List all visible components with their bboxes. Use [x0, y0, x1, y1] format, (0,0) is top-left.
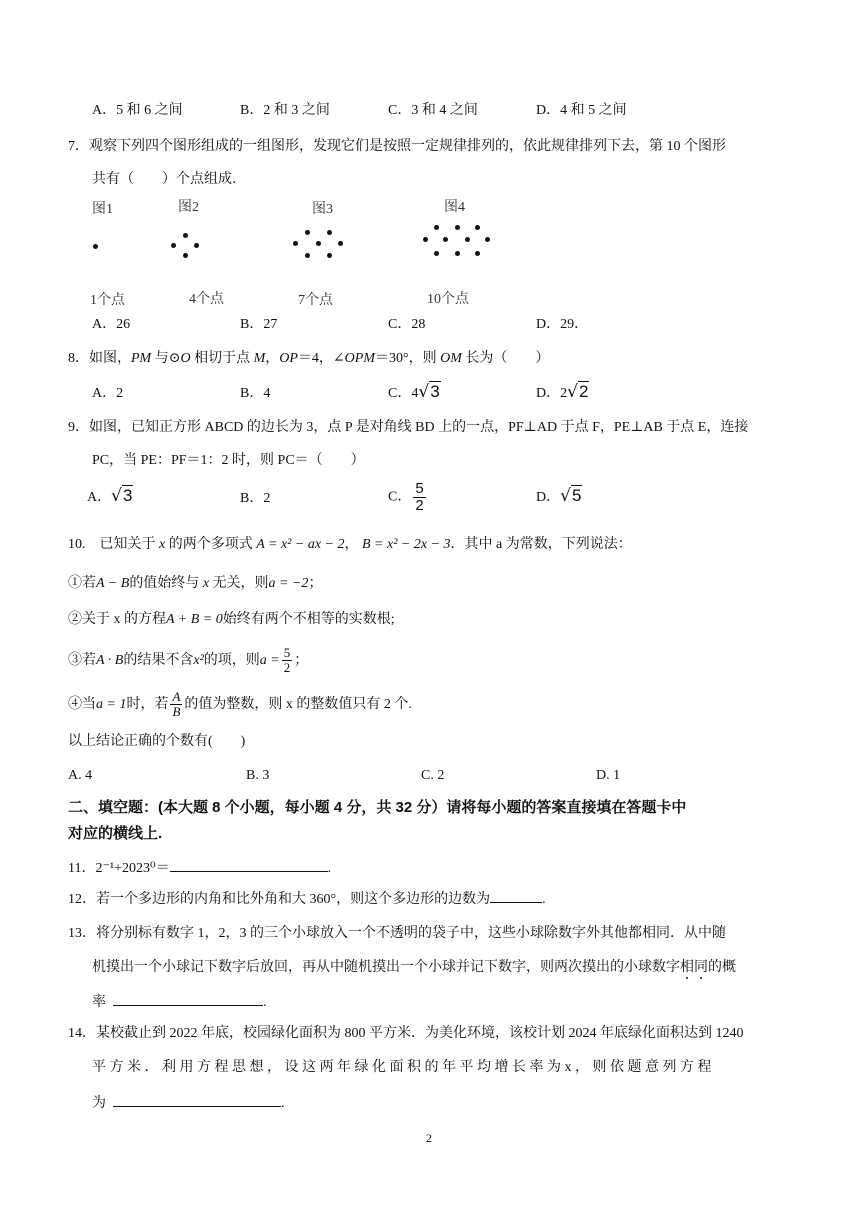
q7-stem-line1: 7．观察下列四个图形组成的一组图形，发现它们是按照一定规律排列的，依此规律排列下去，第 10 个图形: [68, 139, 726, 154]
q10-text: 时，若: [126, 697, 169, 712]
expression: x²: [193, 653, 204, 668]
q10-text: ③若: [68, 653, 96, 668]
polynomial-b: B = x² − 2x − 3: [361, 537, 451, 552]
q10-option-b: B. 3: [246, 768, 270, 783]
q10-text: 无关，则: [212, 576, 269, 591]
q10-option-c: C. 2: [421, 768, 445, 783]
q7-stem-line2: 共有（ ）个点组成．: [92, 172, 246, 187]
q9-stem-line1: 9．如图，已知正方形 ABCD 的边长为 3，点 P 是对角线 BD 上的一点，PF⊥AD 于点 F，PE⊥AB 于点 E，连接: [68, 420, 749, 435]
dot: [443, 237, 448, 242]
sqrt-symbol: √3: [418, 382, 440, 402]
q10-text: 的结果不含: [123, 653, 194, 668]
q9-stem-line2: PC，当 PE：PF＝1：2 时，则 PC＝（ ）: [92, 453, 365, 468]
fraction: [170, 690, 182, 719]
answer-blank[interactable]: [113, 1092, 281, 1107]
q10-text: 10. 已知关于: [68, 537, 156, 552]
radicand: 3: [430, 382, 440, 401]
fraction: [282, 646, 293, 675]
denominator: 2: [415, 497, 424, 514]
q7-option-b: B．27: [240, 317, 278, 332]
dot: [183, 233, 188, 238]
q8-stem: [68, 349, 549, 369]
q7-option-d: D．29．: [536, 317, 589, 332]
q9-option-a-label: A．: [87, 490, 112, 505]
figure-3-title: 图3: [312, 202, 333, 217]
q10-intro: 10. 已知关于 x 的两个多项式 A = x² − ax − 2， B = x² − 2x − 3．其中 a 为常数，下列说法：: [68, 537, 632, 552]
emphasis-char: 同: [694, 960, 708, 975]
figure-4-title: 图4: [444, 200, 465, 215]
q6-option-d: D．4 和 5 之间: [536, 103, 627, 118]
sqrt-symbol: √3: [111, 486, 133, 506]
figure-4-caption: 10个点: [427, 292, 469, 307]
dot: [316, 241, 321, 246]
numerator: 5: [415, 480, 424, 497]
q12-stem: 12．若一个多边形的内角和比外角和大 360°，则这个多边形的边数为 .: [68, 888, 546, 910]
q9-option-d: [536, 486, 582, 508]
q8-option-b: B．4: [240, 386, 271, 401]
q10-option-d: D. 1: [596, 768, 621, 783]
numerator: 5: [283, 645, 291, 661]
q8-text: 相切于点: [190, 351, 254, 366]
dot: [171, 243, 176, 248]
q7-option-c: C．28: [388, 317, 426, 332]
dot: [475, 225, 480, 230]
answer-blank[interactable]: [113, 991, 263, 1006]
q10-conclusion: 以上结论正确的个数有( ): [68, 734, 246, 749]
sqrt-symbol: √5: [560, 486, 582, 506]
figure-2-caption: 4个点: [189, 292, 224, 307]
dot: [194, 243, 199, 248]
page-number: 2: [426, 1131, 432, 1145]
q8-var: M: [253, 351, 266, 366]
q13-text: 机摸出一个小球记下数字后放回，再从中随机摸出一个小球并记下数字，则两次摸出的小球数字: [92, 960, 680, 975]
q8-var: OM: [440, 351, 462, 366]
expression: A + B = 0: [166, 612, 223, 627]
q13-line3: 率 .: [92, 991, 267, 1013]
expression: a =: [259, 653, 280, 668]
q8-text: ，: [265, 351, 280, 366]
q10-text: 的两个多项式: [168, 537, 253, 552]
fraction: [413, 481, 425, 514]
section-2-line2: 对应的横线上.: [68, 825, 163, 842]
q8-option-d-label: D．2: [536, 386, 568, 401]
polynomial-a: A = x² − ax − 2: [256, 537, 345, 552]
denominator: B: [172, 704, 181, 720]
q8-option-a: A．2: [92, 386, 124, 401]
q10-text: ．其中 a 为常数，下列说法：: [450, 537, 632, 552]
expression: a = 1: [96, 697, 127, 712]
q8-option-c: [388, 382, 441, 404]
dot: [465, 237, 470, 242]
radicand: 5: [571, 486, 582, 505]
dot: [485, 237, 490, 242]
figure-2-title: 图2: [178, 200, 199, 215]
dot: [475, 251, 480, 256]
q7-option-a: A．26: [92, 317, 131, 332]
q8-var: PM: [131, 351, 152, 366]
q10-text: 的值始终与: [129, 576, 200, 591]
q8-var: OPM: [344, 351, 375, 366]
expression: a = −2: [268, 576, 309, 591]
dot: [455, 251, 460, 256]
q13-text: 的概: [708, 960, 736, 975]
radicand: 2: [578, 382, 589, 401]
dot: [93, 244, 98, 249]
q10-statement-1: ①若A − B的值始终与 x 无关，则a = −2；: [68, 576, 323, 591]
q14-text: 为: [92, 1096, 106, 1111]
q10-statement-4: [68, 690, 412, 720]
section-2-line1: 二、填空题：(本大题 8 个小题，每小题 4 分，共 32 分）请将每小题的答案直接填在答题卡中: [68, 799, 687, 816]
sqrt-symbol: √2: [567, 382, 589, 402]
q8-text: ＝30°，则: [374, 351, 441, 366]
expression: A − B: [96, 576, 130, 591]
dot: [455, 225, 460, 230]
q9-option-a: [87, 486, 133, 508]
dot: [327, 253, 332, 258]
dot: [434, 251, 439, 256]
q6-option-c: C．3 和 4 之间: [388, 103, 478, 118]
q8-prefix: 8．如图，: [68, 351, 131, 366]
q9-option-b: B．2: [240, 491, 271, 506]
q13-text: 率: [92, 995, 106, 1010]
q9-option-d-label: D．: [536, 490, 561, 505]
q10-text: 的值为整数，则 x 的整数值只有 2 个.: [184, 697, 412, 712]
q9-option-c: [388, 481, 428, 514]
q14-line3: 为 .: [92, 1092, 285, 1114]
q10-text: 的项，则: [203, 653, 260, 668]
q10-text: ②关于 x 的方程: [68, 612, 166, 627]
q11-stem: 11．2⁻¹+2023⁰＝ .: [68, 857, 331, 879]
expression: A · B: [96, 653, 124, 668]
q10-statement-3: ③若A · B的结果不含x²的项，则a = $\frac{5}{2}$ ；: [68, 645, 309, 676]
q10-text: ①若: [68, 576, 96, 591]
q6-option-b: B．2 和 3 之间: [240, 103, 330, 118]
q8-text: 与⊙: [151, 351, 181, 366]
denominator: 2: [283, 660, 291, 676]
dot: [305, 253, 310, 258]
dot: [338, 241, 343, 246]
answer-blank[interactable]: [170, 857, 328, 872]
q13-line1: 13．将分别标有数字 1，2，3 的三个小球放入一个不透明的袋子中，这些小球除数字外其他都相同．从中随: [68, 926, 726, 941]
q6-option-a: A．5 和 6 之间: [92, 103, 183, 118]
q8-option-d: [536, 382, 589, 404]
q11-text: 11．2⁻¹+2023⁰＝: [68, 861, 170, 876]
q10-text: ④当: [68, 697, 96, 712]
q10-option-a: A. 4: [68, 768, 93, 783]
dot: [327, 230, 332, 235]
q13-line2: [92, 958, 736, 978]
q12-text: 12．若一个多边形的内角和比外角和大 360°，则这个多边形的边数为: [68, 892, 491, 907]
dot: [434, 225, 439, 230]
dot: [305, 230, 310, 235]
q9-option-c-label: C．: [388, 489, 412, 505]
figure-1-caption: 1个点: [90, 293, 125, 308]
figure-3-caption: 7个点: [298, 293, 333, 308]
radicand: 3: [122, 486, 133, 505]
emphasis-char: 相: [680, 960, 694, 975]
answer-blank[interactable]: [490, 888, 542, 903]
numerator: A: [172, 689, 181, 705]
q8-var: O: [180, 351, 191, 366]
q14-line2: 平 方 米 ． 利 用 方 程 思 想 ， 设 这 两 年 绿 化 面 积 的 年 平 均 增 长 率 为 x ， 则 依 题 意 列 方 程: [92, 1060, 712, 1075]
figure-1-title: 图1: [92, 202, 113, 217]
q8-text: ＝4，∠: [297, 351, 345, 366]
q14-line1: 14．某校截止到 2022 年底，校园绿化面积为 800 平方米．为美化环境，该校计划 2024 年底绿化面积达到 1240: [68, 1026, 744, 1041]
dot: [183, 253, 188, 258]
q10-statement-2: [68, 610, 395, 630]
q8-text: 长为（ ）: [461, 351, 550, 366]
dot: [423, 237, 428, 242]
q8-option-c-label: C．4: [388, 386, 419, 401]
dot: [293, 241, 298, 246]
q10-text: 始终有两个不相等的实数根;: [222, 612, 395, 627]
q8-var: OP: [279, 351, 298, 366]
